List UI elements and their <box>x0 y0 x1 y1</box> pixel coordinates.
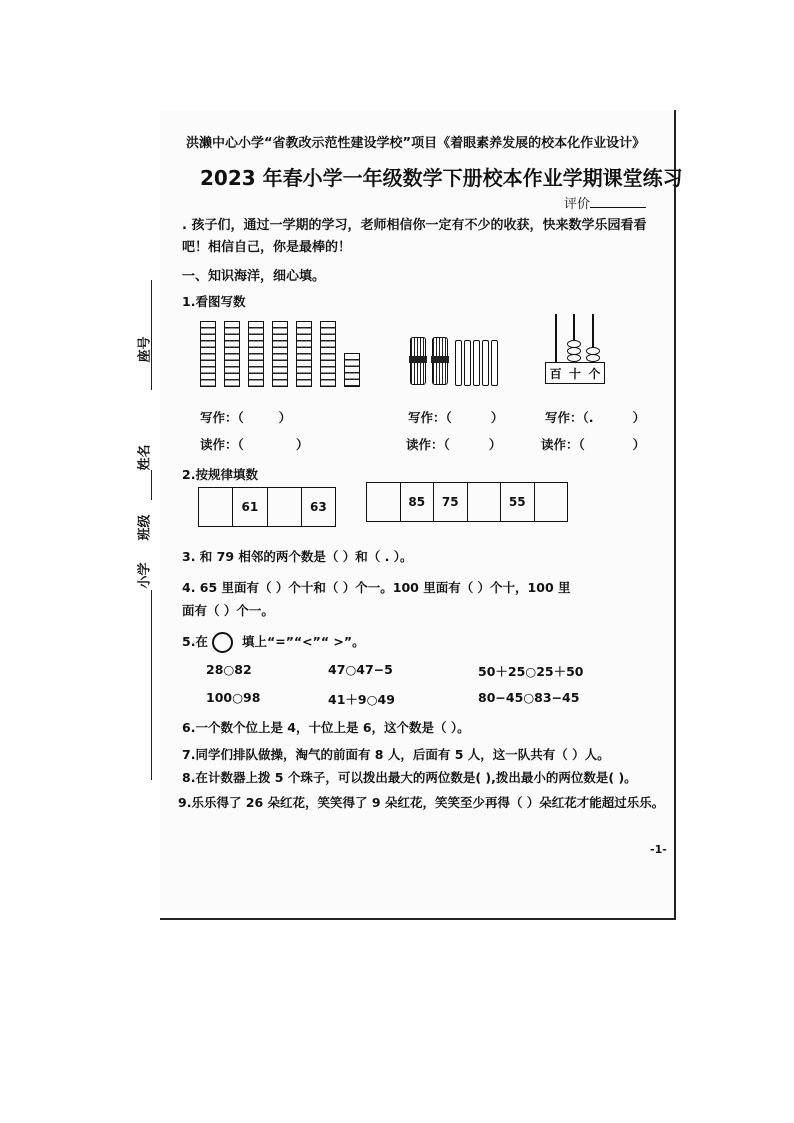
sequence-cell: 85 <box>401 483 435 521</box>
binding-line <box>151 470 152 500</box>
evaluation-blank[interactable] <box>590 195 646 208</box>
evaluation-label: 评价 <box>564 197 591 212</box>
q6-text: 6.一个数个位上是 4，十位上是 6，这个数是（ ）。 <box>182 720 470 735</box>
q1c-read[interactable]: 读作：（ ） <box>541 437 646 452</box>
sequence-cell[interactable] <box>468 483 502 521</box>
compare-item[interactable]: 50＋25○25＋50 <box>478 664 584 679</box>
q4-line2: 面有（ ）个一。 <box>182 603 274 618</box>
sequence-cell: 61 <box>233 488 267 526</box>
sequence-cell: 75 <box>434 483 468 521</box>
abacus-place-hundreds: 百 <box>549 366 562 381</box>
single-stick <box>491 340 498 386</box>
compare-item[interactable]: 41＋9○49 <box>328 692 395 707</box>
project-header: 洪濑中心小学“省教改示范性建设学校”项目《着眼素养发展的校本化作业设计》 <box>186 136 646 151</box>
sequence-cell[interactable] <box>535 483 568 521</box>
sequence-b <box>366 482 568 522</box>
sequence-cell: 55 <box>501 483 535 521</box>
compare-item[interactable]: 47○47−5 <box>328 662 393 677</box>
q9-text: 9.乐乐得了 26 朵红花，笑笑得了 9 朵红花，笑笑至少再得（ ）朵红花才能超过乐乐。 <box>178 795 665 810</box>
compare-item[interactable]: 28○82 <box>206 662 252 677</box>
abacus-bead <box>567 354 581 362</box>
q1-label: 1.看图写数 <box>182 294 246 309</box>
name-label: 姓名 <box>137 444 153 471</box>
stick-bundle <box>432 337 448 385</box>
sequence-cell[interactable] <box>199 488 233 526</box>
abacus-place-tens: 十 <box>568 366 581 381</box>
abacus-bead <box>586 354 600 362</box>
single-stick <box>482 340 489 386</box>
evaluation-field <box>564 193 646 212</box>
ten-bundle <box>224 321 240 387</box>
section-1-title: 一、知识海洋，细心填。 <box>182 269 326 284</box>
intro-text: . 孩子们，通过一学期的学习，老师相信你一定有不少的收获，快来数学乐园看看吧！相信自己，你是最棒的！ <box>182 218 647 255</box>
ten-bundle <box>296 321 312 387</box>
ten-bundle <box>248 321 264 387</box>
ten-bundle <box>272 321 288 387</box>
single-stick <box>455 340 462 386</box>
q1a-write[interactable]: 写作：（ ） <box>200 410 292 425</box>
q2-label: 2.按规律填数 <box>182 467 258 482</box>
abacus-rod <box>555 314 557 362</box>
single-stick <box>473 340 480 386</box>
q8-text: 8.在计数器上拨 5 个珠子，可以拨出最大的两位数是( ),拨出最小的两位数是( )。 <box>182 770 637 785</box>
stick-bundle <box>410 337 426 385</box>
abacus-place-ones: 个 <box>588 366 601 381</box>
compare-circle-icon <box>212 632 233 653</box>
page-number: -1- <box>650 843 667 856</box>
q1a-read[interactable]: 读作：（ ） <box>200 437 309 452</box>
q4-line1: 4. 65 里面有（ ）个十和（ ）个一。100 里面有（ ）个十，100 里 <box>182 580 571 595</box>
q1c-write[interactable]: 写作：（. ） <box>545 410 646 425</box>
q1b-write[interactable]: 写作：（ ） <box>408 410 504 425</box>
q5-suffix: 填上“=”“<”“ >”。 <box>242 634 365 649</box>
page-title: 2023 年春小学一年级数学下册校本作业学期课堂练习 <box>200 166 683 190</box>
ten-bundle <box>320 321 336 387</box>
binding-line <box>151 590 152 780</box>
class-label: 班级 <box>137 514 153 541</box>
sequence-cell[interactable] <box>268 488 302 526</box>
sequence-cell[interactable] <box>367 483 401 521</box>
q7-text: 7.同学们排队做操，淘气的前面有 8 人，后面有 5 人，这一队共有（ ）人。 <box>182 747 610 762</box>
partial-bundle <box>344 353 360 387</box>
sequence-cell: 63 <box>310 500 327 514</box>
q1b-read[interactable]: 读作：（ ） <box>406 437 502 452</box>
abacus-base <box>545 362 605 384</box>
school-label: 小学 <box>137 562 153 589</box>
ten-bundle <box>200 321 216 387</box>
seat-label: 座号 <box>137 336 153 363</box>
compare-item[interactable]: 100○98 <box>206 690 261 705</box>
q5-prefix: 5.在 <box>182 634 208 649</box>
compare-item[interactable]: 80−45○83−45 <box>478 690 580 705</box>
single-stick <box>464 340 471 386</box>
sequence-a <box>198 487 336 527</box>
binding-line <box>151 280 152 390</box>
q5-instruction <box>182 632 365 653</box>
q3-text: 3. 和 79 相邻的两个数是（ ）和（ . ）。 <box>182 549 413 564</box>
